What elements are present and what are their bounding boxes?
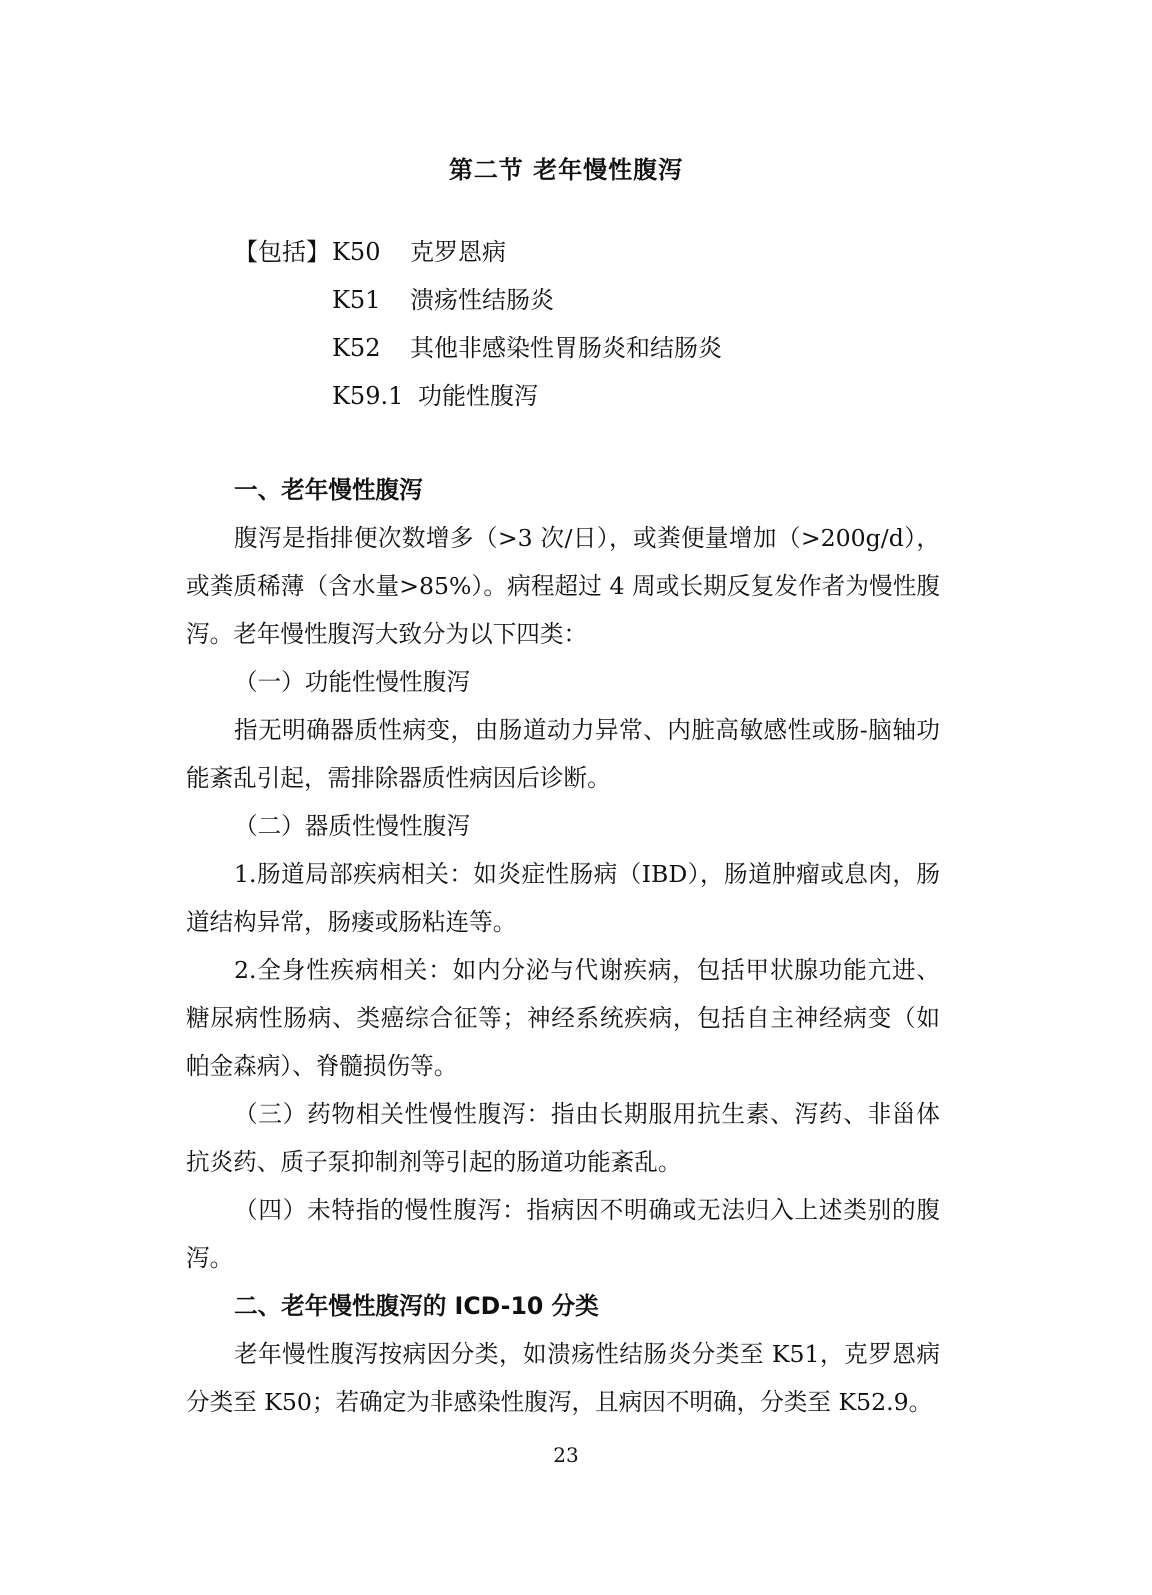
inclusion-code: K50 [332,238,381,266]
section-heading: 一、老年慢性腹泻 [234,476,423,504]
subsection-title: （一）功能性慢性腹泻 [234,668,470,696]
inclusion-row [234,276,722,324]
page-number: 23 [553,1443,579,1467]
inclusion-label: 【包括】 [234,238,330,266]
paragraph: （四）未特指的慢性腹泻：指病因不明确或无法归入上述类别的腹泻。 [186,1196,940,1272]
inclusion-list [234,228,722,420]
paragraph: 2.全身性疾病相关：如内分泌与代谢疾病，包括甲状腺功能亢进、糖尿病性肠病、类癌综合征等；神经系统疾病，包括自主神经病变（如帕金森病）、脊髓损伤等。 [186,956,940,1080]
subsection-title: （二）器质性慢性腹泻 [234,812,470,840]
section-title: 第二节 老年慢性腹泻 [448,156,684,184]
inclusion-name: 其他非感染性胃肠炎和结肠炎 [410,334,722,362]
inclusion-code: K51 [332,286,381,314]
inclusion-row [234,372,722,420]
paragraph: 腹泻是指排便次数增多（>3 次/日），或粪便量增加（>200g/d），或粪质稀薄（含水量>85%）。病程超过 4 周或长期反复发作者为慢性腹泻。老年慢性腹泻大致分为以下四类： [186,524,940,648]
inclusion-name: 功能性腹泻 [418,382,538,410]
inclusion-code: K52 [332,334,381,362]
section-heading: 二、老年慢性腹泻的 ICD-10 分类 [234,1292,599,1320]
paragraph: 老年慢性腹泻按病因分类，如溃疡性结肠炎分类至 K51，克罗恩病分类至 K50；若确定为非感染性腹泻，且病因不明确，分类至 K52.9。 [186,1340,940,1416]
paragraph: （三）药物相关性慢性腹泻：指由长期服用抗生素、泻药、非甾体抗炎药、质子泵抑制剂等引起的肠道功能紊乱。 [186,1100,940,1176]
inclusion-name: 克罗恩病 [410,238,506,266]
inclusion-code: K59.1 [332,382,404,410]
inclusion-name: 溃疡性结肠炎 [410,286,554,314]
paragraph: 指无明确器质性病变，由肠道动力异常、内脏高敏感性或肠-脑轴功能紊乱引起，需排除器质性病因后诊断。 [186,716,940,792]
inclusion-row [234,228,722,276]
inclusion-row [234,324,722,372]
paragraph: 1.肠道局部疾病相关：如炎症性肠病（IBD），肠道肿瘤或息肉，肠道结构异常，肠瘘或肠粘连等。 [186,860,940,936]
body-text [186,466,940,1426]
